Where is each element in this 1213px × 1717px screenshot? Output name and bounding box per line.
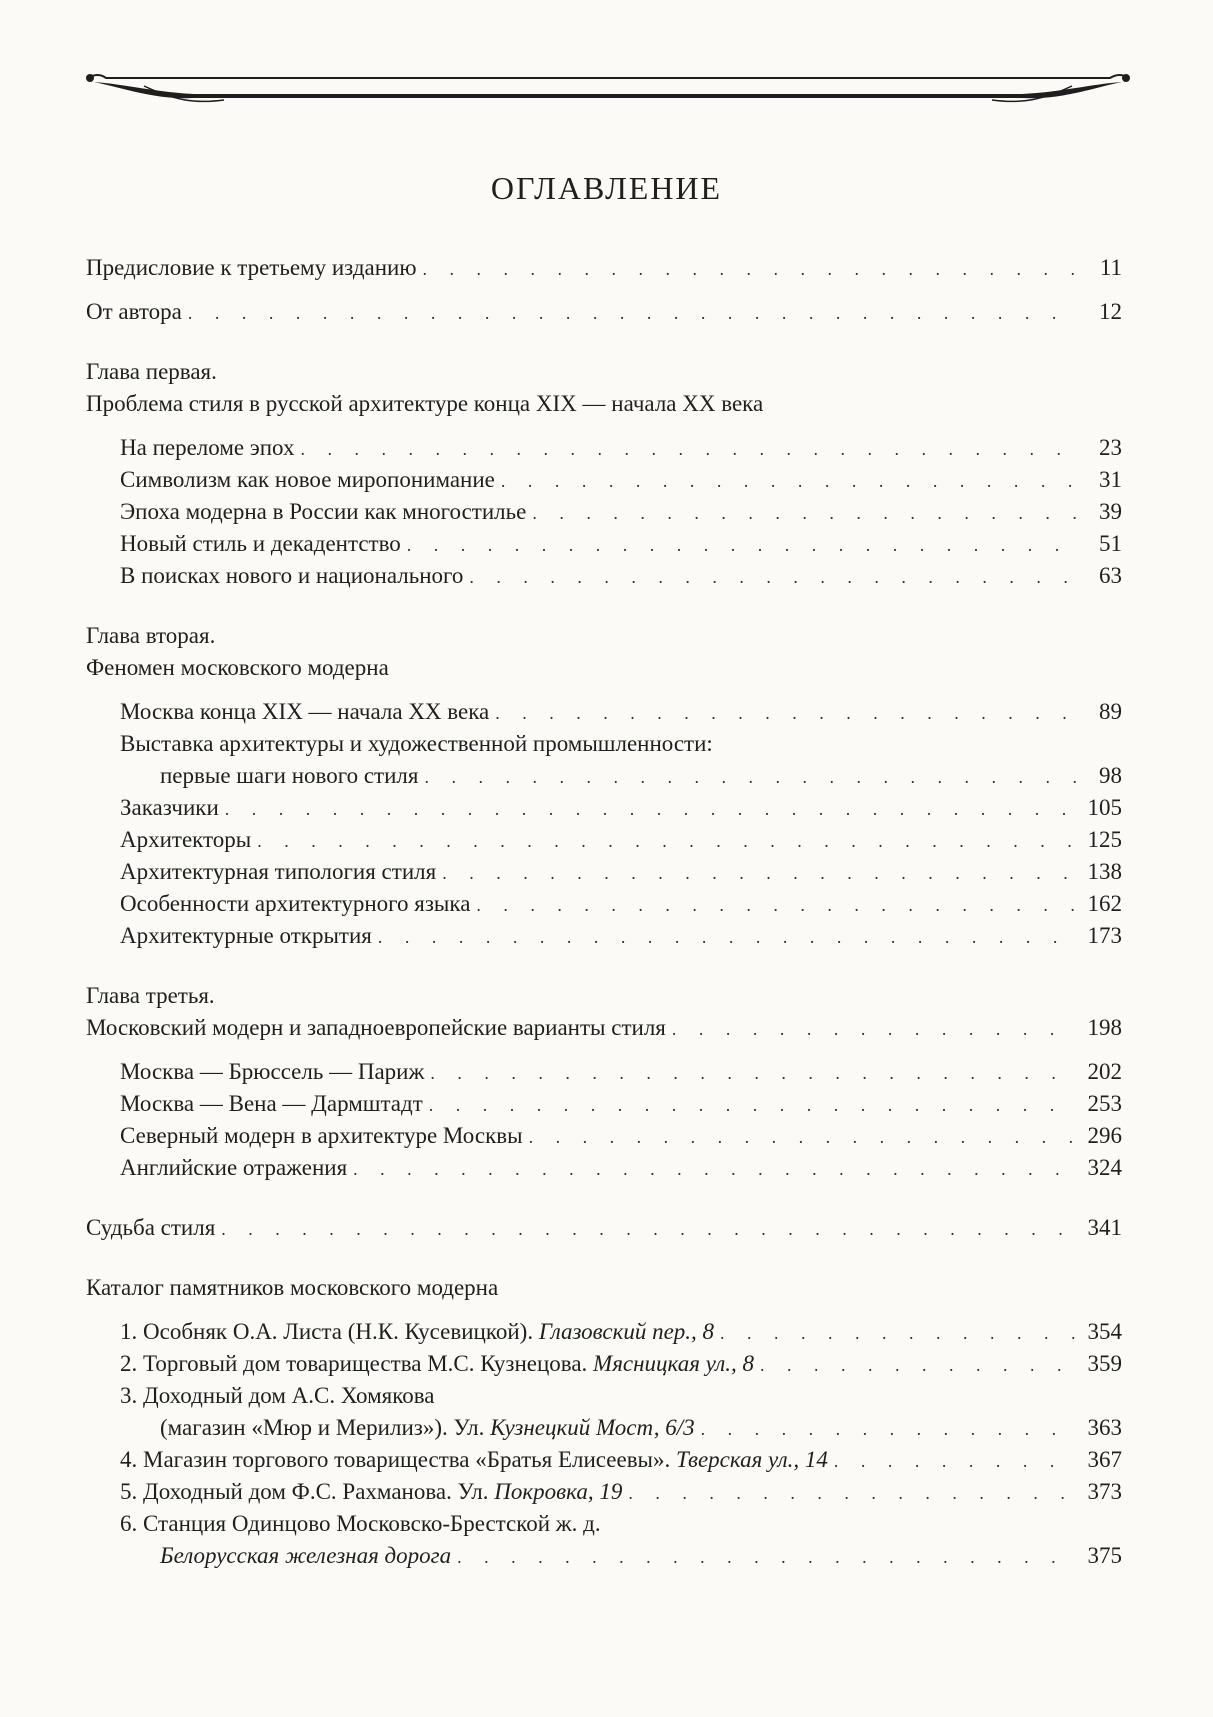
- dot-leader: [529, 1121, 1076, 1153]
- dot-leader: [720, 1317, 1076, 1349]
- dot-leader: [672, 1013, 1076, 1045]
- toc-entry-page: 324: [1087, 1155, 1122, 1180]
- toc-entry-page: 373: [1087, 1479, 1122, 1504]
- toc-heading: Глава вторая.: [86, 623, 216, 648]
- dot-leader: [501, 465, 1076, 497]
- header-ornament: [84, 70, 1132, 110]
- toc-entry-title: Особенности архитектурного языка: [120, 891, 471, 916]
- toc-entry-page: 63: [1099, 563, 1122, 588]
- toc-entry-text: (магазин «Мюр и Мерилиз»). Ул.: [160, 1415, 485, 1440]
- toc-entry[interactable]: [86, 1412, 1122, 1444]
- dot-leader: [495, 697, 1076, 729]
- dot-leader: [423, 253, 1076, 285]
- toc-entry[interactable]: [86, 296, 1122, 328]
- toc-entry-title: Символизм как новое миропонимание: [120, 467, 495, 492]
- dot-leader: [760, 1349, 1076, 1381]
- toc-entry-page: 98: [1099, 763, 1122, 788]
- toc-entry[interactable]: [86, 560, 1122, 592]
- dot-leader: [834, 1445, 1076, 1477]
- toc-entry-title: Английские отражения: [120, 1155, 348, 1180]
- toc-entry[interactable]: [86, 528, 1122, 560]
- toc-entry[interactable]: [86, 1476, 1122, 1508]
- toc-heading: Каталог памятников московского модерна: [86, 1275, 499, 1300]
- toc-entry-page: 138: [1087, 859, 1122, 884]
- toc-entry[interactable]: [86, 1012, 1122, 1044]
- dot-leader: [188, 297, 1076, 329]
- toc-entry-page: 89: [1099, 699, 1122, 724]
- toc-heading: Глава третья.: [86, 983, 215, 1008]
- toc-entry[interactable]: [86, 464, 1122, 496]
- toc-entry-page: 11: [1099, 255, 1122, 280]
- dot-leader: [221, 1213, 1076, 1245]
- toc-entry[interactable]: [86, 496, 1122, 528]
- toc-entry-page: 23: [1099, 435, 1122, 460]
- toc-entry-title: Новый стиль и декадентство: [120, 531, 401, 556]
- toc-entry-title: На переломе эпох: [120, 435, 295, 460]
- dot-leader: [407, 529, 1076, 561]
- toc-entry-page: 253: [1087, 1091, 1122, 1116]
- toc-entry-title: Заказчики: [120, 795, 219, 820]
- chapter-label: [86, 980, 1122, 1012]
- toc-entry-title: От автора: [86, 299, 182, 324]
- toc-entry-page: 202: [1087, 1059, 1122, 1084]
- toc-heading: Глава первая.: [86, 359, 217, 384]
- dot-leader: [353, 1153, 1076, 1185]
- toc-entry-title: Эпоха модерна в России как многостилье: [120, 499, 527, 524]
- toc-entry[interactable]: [86, 432, 1122, 464]
- toc-entry-title: Москва — Вена — Дармштадт: [120, 1091, 423, 1116]
- toc-entry-address: Кузнецкий Мост, 6/3: [490, 1415, 695, 1440]
- dot-leader: [430, 1057, 1076, 1089]
- toc-entry-page: 125: [1087, 827, 1122, 852]
- toc-entry-title: 3. Доходный дом А.С. Хомякова: [120, 1383, 435, 1408]
- toc-entry[interactable]: [86, 920, 1122, 952]
- toc-entry-page: 162: [1087, 891, 1122, 916]
- toc-entry-title: 6. Станция Одинцово Московско-Брестской ж. д.: [120, 1511, 601, 1536]
- toc-entry-page: 341: [1087, 1215, 1122, 1240]
- toc-entry-page: 363: [1087, 1415, 1122, 1440]
- toc-entry-text: 2. Торговый дом товарищества М.С. Кузнецова.: [120, 1351, 588, 1376]
- toc-entry-address: Мясницкая ул., 8: [593, 1351, 755, 1376]
- toc-entry[interactable]: [86, 1348, 1122, 1380]
- toc-entry-page: 39: [1099, 499, 1122, 524]
- dot-leader: [628, 1477, 1076, 1509]
- toc-entry[interactable]: [86, 1120, 1122, 1152]
- toc-entry-title: Северный модерн в архитектуре Москвы: [120, 1123, 523, 1148]
- toc-entry-page: 296: [1087, 1123, 1122, 1148]
- toc-entry[interactable]: [86, 696, 1122, 728]
- toc-entry-page: 51: [1099, 531, 1122, 556]
- toc-entry-title: Белорусская железная дорога: [160, 1543, 452, 1568]
- toc-entry-page: 198: [1087, 1015, 1122, 1040]
- toc-entry[interactable]: [86, 1088, 1122, 1120]
- toc-entry-title: Московский модерн и западноевропейские варианты стиля: [86, 1015, 666, 1040]
- toc-entry-page: 173: [1087, 923, 1122, 948]
- toc-entry-title: [120, 1348, 754, 1380]
- toc-entry-title: Предисловие к третьему изданию: [86, 255, 417, 280]
- toc-entry-line: [86, 1508, 1122, 1540]
- dot-leader: [257, 825, 1076, 857]
- toc-entry-title: Выставка архитектуры и художественной промышленности:: [120, 731, 713, 756]
- toc-entry-line: [86, 728, 1122, 760]
- toc-entry-page: 359: [1087, 1351, 1122, 1376]
- chapter-label: [86, 620, 1122, 652]
- toc-entry-title: Архитекторы: [120, 827, 252, 852]
- toc-entry-page: 367: [1087, 1447, 1122, 1472]
- toc-entry[interactable]: [86, 252, 1122, 284]
- toc-entry[interactable]: [86, 1444, 1122, 1476]
- toc-entry-line: [86, 1380, 1122, 1412]
- dot-leader: [457, 1541, 1076, 1573]
- toc-entry-page: 12: [1099, 299, 1122, 324]
- chapter-title: [86, 652, 1122, 684]
- toc-entry[interactable]: [86, 760, 1122, 792]
- toc-entry-title: [120, 1316, 714, 1348]
- chapter-title: [86, 388, 1122, 420]
- toc-entry-address: Глазовский пер., 8: [538, 1319, 715, 1344]
- dot-leader: [424, 761, 1076, 793]
- toc-entry-page: 31: [1099, 467, 1122, 492]
- table-of-contents: [86, 252, 1122, 1572]
- dot-leader: [476, 889, 1076, 921]
- toc-entry[interactable]: [86, 1152, 1122, 1184]
- dot-leader: [225, 793, 1076, 825]
- toc-entry[interactable]: [86, 824, 1122, 856]
- dot-leader: [532, 497, 1076, 529]
- toc-entry-title: Архитектурная типология стиля: [120, 859, 437, 884]
- toc-entry-page: 354: [1087, 1319, 1122, 1344]
- toc-entry[interactable]: [86, 1212, 1122, 1244]
- toc-entry[interactable]: [86, 1540, 1122, 1572]
- toc-entry-address: Покровка, 19: [494, 1479, 623, 1504]
- toc-entry-text: 4. Магазин торгового товарищества «Братья Елисеевы».: [120, 1447, 671, 1472]
- toc-entry[interactable]: [86, 1056, 1122, 1088]
- toc-entry-text: 5. Доходный дом Ф.С. Рахманова. Ул.: [120, 1479, 489, 1504]
- toc-entry-page: 375: [1087, 1543, 1122, 1568]
- toc-heading: Проблема стиля в русской архитектуре конца XIX — начала XX века: [86, 391, 764, 416]
- toc-entry[interactable]: [86, 792, 1122, 824]
- dot-leader: [429, 1089, 1076, 1121]
- toc-entry-title: В поисках нового и национального: [120, 563, 464, 588]
- chapter-label: [86, 356, 1122, 388]
- dot-leader: [300, 433, 1076, 465]
- toc-entry-title: Архитектурные открытия: [120, 923, 372, 948]
- toc-entry[interactable]: [86, 888, 1122, 920]
- toc-entry[interactable]: [86, 856, 1122, 888]
- dot-leader: [442, 857, 1076, 889]
- toc-entry-text: 1. Особняк О.А. Листа (Н.К. Кусевицкой).: [120, 1319, 534, 1344]
- toc-entry-title: [120, 1444, 828, 1476]
- toc-entry-title: первые шаги нового стиля: [160, 763, 419, 788]
- toc-entry-title: Москва конца XIX — начала XX века: [120, 699, 490, 724]
- page-title: ОГЛАВЛЕНИЕ: [490, 170, 723, 206]
- dot-leader: [378, 921, 1076, 953]
- toc-entry-title: Судьба стиля: [86, 1215, 216, 1240]
- toc-heading: Феномен московского модерна: [86, 655, 389, 680]
- toc-entry-title: [120, 1476, 622, 1508]
- toc-entry-title: [160, 1412, 695, 1444]
- toc-entry[interactable]: [86, 1316, 1122, 1348]
- dot-leader: [701, 1413, 1076, 1445]
- toc-entry-address: Тверская ул., 14: [676, 1447, 828, 1472]
- toc-entry-page: 105: [1087, 795, 1122, 820]
- toc-entry-title: Москва — Брюссель — Париж: [120, 1059, 425, 1084]
- dot-leader: [469, 561, 1076, 593]
- catalog-heading: [86, 1272, 1122, 1304]
